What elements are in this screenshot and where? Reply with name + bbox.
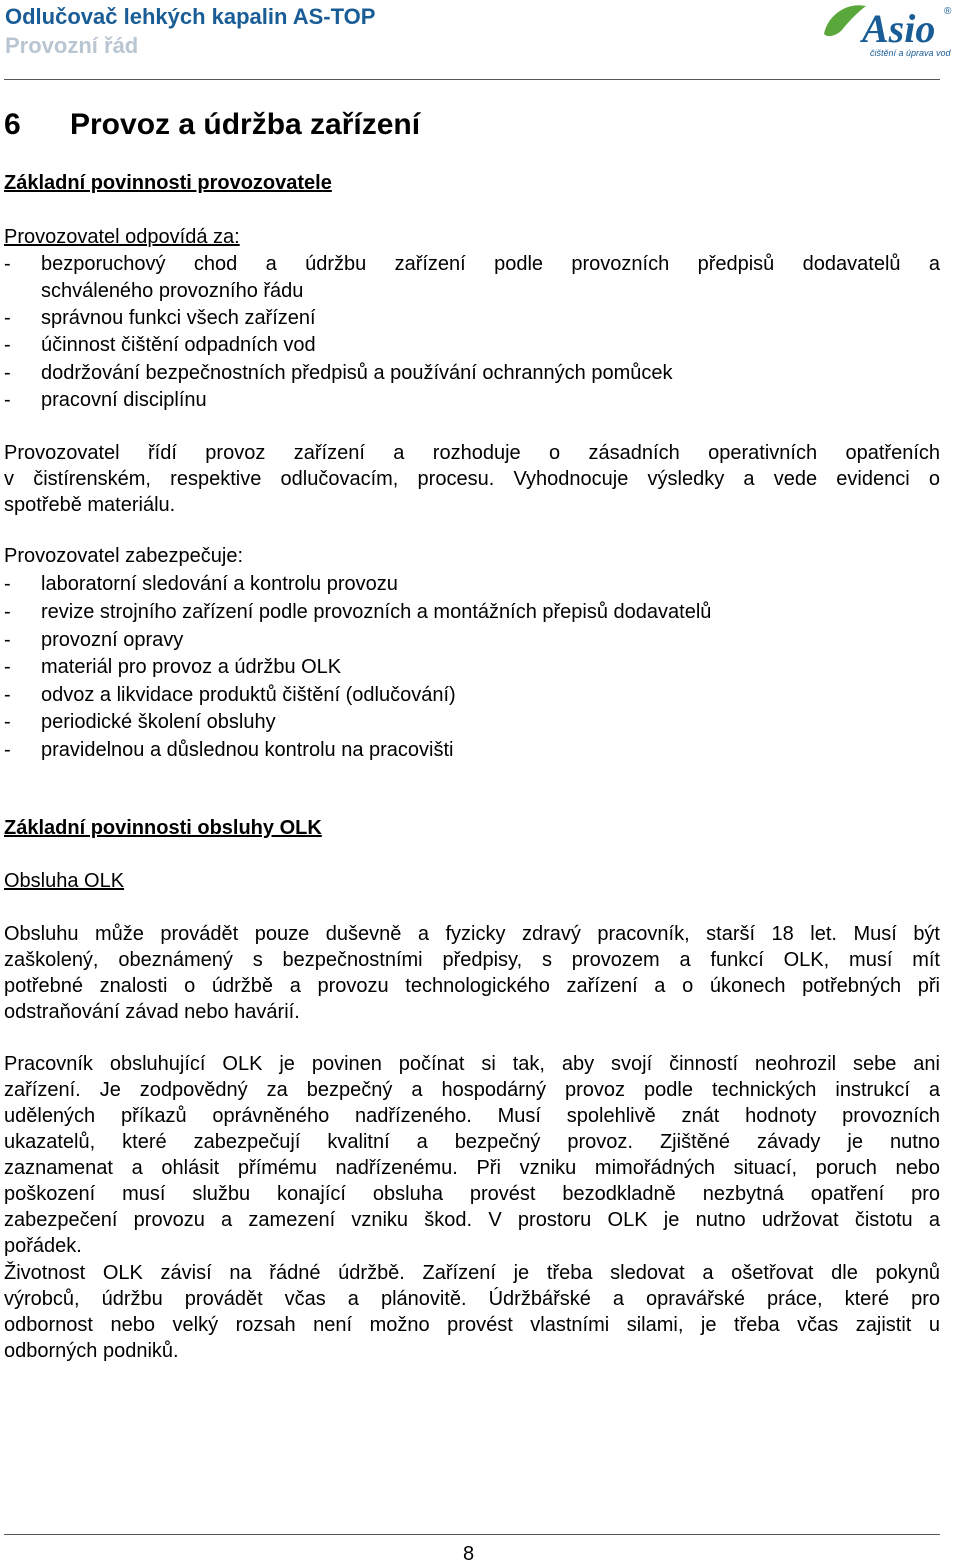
paragraph-line: zaznamenat a ohlásit přímému nadřízenému. Při vzniku mimořádných situací, poruch nebo [4,1157,940,1179]
paragraph-line: udělených příkazů oprávněného nadřízeného. Musí spolehlivě znát hodnoty provozních [4,1105,940,1127]
list-item-text: provozní opravy [41,629,184,651]
operator-responsible-label: Provozovatel odpovídá za: [4,226,240,248]
list-dash: - [4,739,11,761]
list-item [4,387,940,413]
header-divider [4,79,940,80]
logo-leaf-icon [824,5,866,36]
list-dash: - [4,573,11,595]
paragraph-line: zaškolený, obeznámený s bezpečnostními předpisy, s provozem a funkcí OLK, musí mít [4,949,940,971]
list-item [4,305,940,331]
list-item [4,332,940,358]
paragraph-line: ukazatelů, které zabezpečují kvalitní a bezpečný provoz. Zjištěné závady je nutno [4,1131,940,1153]
list-item [4,654,940,680]
logo-tagline: čištění a úprava vod [870,48,951,58]
operator-ensures-label: Provozovatel zabezpečuje: [4,545,244,567]
list-item-text: účinnost čištění odpadních vod [41,334,316,356]
list-dash: - [4,656,11,678]
paragraph-line: potřebné znalosti o údržbě a provozu technologického zařízení a o úkonech potřebných při [4,975,940,997]
list-item-continuation: schváleného provozního řádu [41,280,304,302]
paragraph-line: Provozovatel řídí provoz zařízení a rozhoduje o zásadních operativních opatřeních [4,442,940,464]
paragraph-line: pořádek. [4,1235,82,1257]
list-item-text: periodické školení obsluhy [41,711,276,733]
document-subtitle: Provozní řád [5,33,139,58]
paragraph-line: Pracovník obsluhující OLK je povinen počínat si tak, aby svojí činností neohrozil sebe ani [4,1053,940,1075]
paragraph-line: zabezpečení provozu a zamezení vzniku škod. V prostoru OLK je nutno udržovat čistotu a [4,1209,940,1231]
list-item [4,627,940,653]
list-dash: - [4,389,11,411]
staff-duties-heading: Základní povinnosti obsluhy OLK [4,817,322,839]
list-item-text: pravidelnou a důslednou kontrolu na pracovišti [41,739,454,761]
section-heading [4,108,420,142]
list-dash: - [4,601,11,623]
paragraph-line: odstraňování závad nebo havárií. [4,1001,300,1023]
list-item-text: správnou funkci všech zařízení [41,307,316,329]
paragraph-line: odbornost nebo velký rozsah není možno provést vlastními silami, je třeba včas zajistit u [4,1314,940,1336]
staff-label: Obsluha OLK [4,870,125,892]
paragraph-line: Životnost OLK závisí na řádné údržbě. Zařízení je třeba sledovat a ošetřovat dle pokynů [4,1262,940,1284]
list-item-text: pracovní disciplínu [41,389,207,411]
document-title: Odlučovač lehkých kapalin AS-TOP [5,4,376,29]
list-dash: - [4,334,11,356]
paragraph-line: spotřebě materiálu. [4,494,176,516]
list-dash: - [4,629,11,651]
list-dash: - [4,711,11,733]
list-item-text: materiál pro provoz a údržbu OLK [41,656,342,678]
list-item [4,599,940,625]
list-item-text: laboratorní sledování a kontrolu provozu [41,573,398,595]
operator-duties-heading: Základní povinnosti provozovatele [4,172,332,194]
list-item [4,360,940,386]
paragraph-line: zařízení. Je zodpovědný za bezpečný a hospodárný provoz podle technických instrukcí a [4,1079,940,1101]
list-item-text: revize strojního zařízení podle provozních a montážních přepisů dodavatelů [41,601,712,623]
list-item [4,682,940,708]
list-item-text: dodržování bezpečnostních předpisů a používání ochranných pomůcek [41,362,673,384]
paragraph-line: poškození musí službu konající obsluha provést bezodkladně nezbytná opatření pro [4,1183,940,1205]
list-item [4,709,940,735]
list-item-text: bezporuchový chod a údržbu zařízení podle provozních předpisů dodavatelů a [41,253,940,275]
list-dash: - [4,253,11,275]
paragraph-line: v čistírenském, respektive odlučovacím, procesu. Vyhodnocuje výsledky a vede evidenci o [4,468,940,490]
page-header [0,0,960,88]
paragraph-line: odborných podniků. [4,1340,179,1362]
footer-divider [4,1534,940,1535]
section-number: 6 [4,108,21,141]
list-item [4,251,940,277]
list-item [4,571,940,597]
list-dash: - [4,684,11,706]
section-title: Provoz a údržba zařízení [70,108,421,141]
list-item [4,737,940,763]
list-item-text: odvoz a likvidace produktů čištění (odlučování) [41,684,456,706]
list-dash: - [4,362,11,384]
paragraph-line: výrobců, údržbu provádět včas a plánovitě. Údržbářské a opravářské práce, které pro [4,1288,940,1310]
logo-wordmark: Asio [862,6,936,51]
company-logo [818,0,956,62]
paragraph-line: Obsluhu může provádět pouze duševně a fyzicky zdravý pracovník, starší 18 let. Musí být [4,923,940,945]
logo-registered-mark: ® [944,6,952,17]
list-dash: - [4,307,11,329]
page-number: 8 [463,1543,475,1565]
